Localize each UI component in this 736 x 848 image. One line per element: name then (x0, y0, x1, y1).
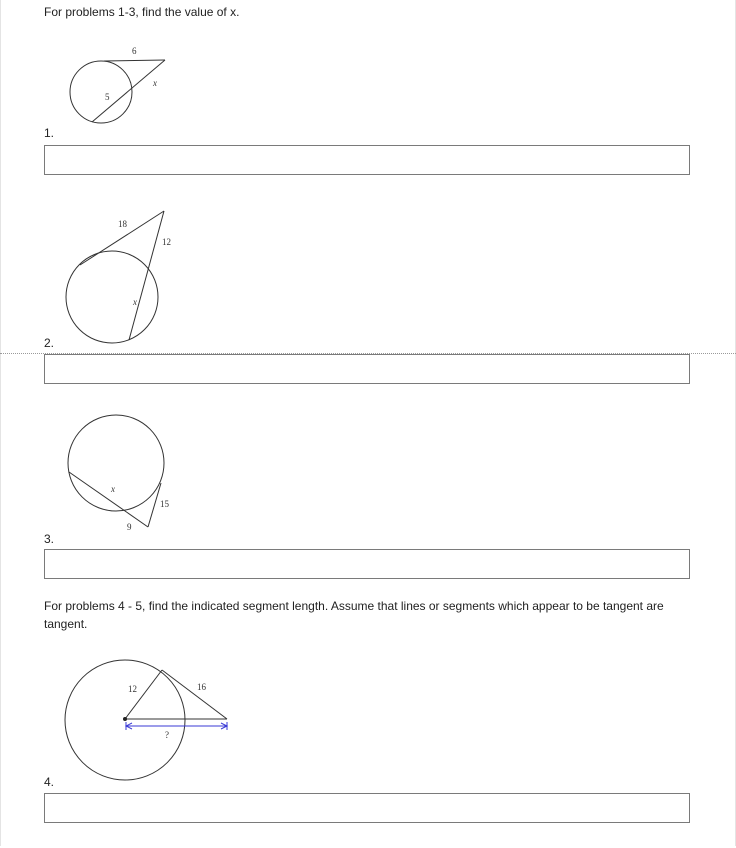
problem-4-tangent-line (162, 670, 227, 719)
problem-1-circle (70, 61, 132, 123)
problem-2-circle (66, 251, 158, 343)
problem-3-figure (60, 410, 180, 540)
section2-instructions: For problems 4 - 5, find the indicated segment length. Assume that lines or segments which appear to be tangent are tangent. (44, 599, 664, 631)
problem-4-unknown-label: ? (165, 730, 169, 740)
section1-instructions: For problems 1-3, find the value of x. (44, 5, 240, 19)
problem-4-radius-line (125, 670, 162, 719)
problem-1-number: 1. (44, 126, 55, 140)
problem-4-tangent-label: 16 (197, 682, 206, 692)
problem-4-radius-label: 12 (128, 684, 137, 694)
problem-2-internal-label: x (133, 297, 137, 307)
problem-3-number: 3. (44, 532, 55, 546)
problem-1-answer-input[interactable] (44, 145, 690, 175)
problem-2-number: 2. (44, 336, 55, 350)
problem-1-figure (60, 40, 180, 130)
problem-1-internal-label: 5 (105, 92, 110, 102)
problem-3-secant1-line (69, 472, 148, 527)
problem-2-tangent-label: 18 (118, 219, 127, 229)
problem-1-tangent-line (104, 60, 165, 61)
problem-3-circle (68, 415, 164, 511)
problem-4-figure (60, 650, 240, 785)
problem-1-tangent-label: 6 (132, 46, 137, 56)
problem-2-external-label: 12 (162, 237, 171, 247)
problem-2-figure (60, 205, 180, 345)
problem-3-internal-label: x (111, 484, 115, 494)
problem-4-center-point (123, 717, 127, 721)
problem-3-external2-label: 15 (160, 499, 169, 509)
problem-3-answer-input[interactable] (44, 549, 690, 579)
problem-1-external-label: x (153, 78, 157, 88)
problem-4-number: 4. (44, 775, 55, 789)
problem-3-external1-label: 9 (127, 522, 132, 532)
problem-2-answer-input[interactable] (44, 354, 690, 384)
problem-4-answer-input[interactable] (44, 793, 690, 823)
problem-1-secant-line (92, 60, 165, 122)
